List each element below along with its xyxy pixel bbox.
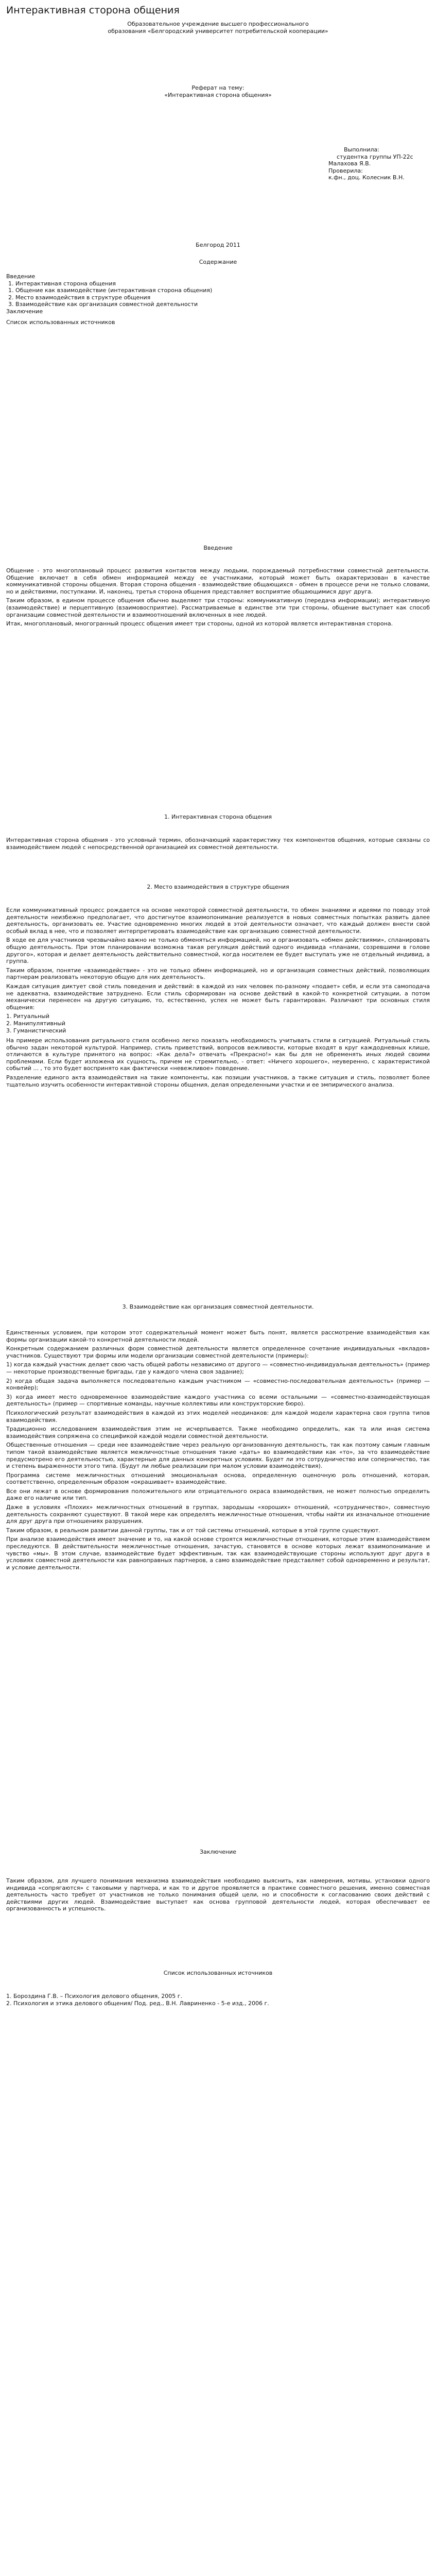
paragraph: Разделение единого акта взаимодействия на такие компоненты, как позиции участников, а также ситуация и стиль, позволяет более тщательно изучить особенности интерактивной стороны общения, делая определенными участки и ее эмпирического анализа. xyxy=(6,1074,430,1088)
paragraph: Общение - это многоплановый процесс развития контактов между людьми, порождаемый потребностями совместной деятельности. Общение включает в себя обмен информацией между ее участниками, который может быть охарактеризован в качестве коммуникативной стороны общения. Вторая сторона общения - взаимодействие общающихся - обмен в процессе речи не только словами, но и действиями, поступками. И, наконец, третья сторона общения представляет восприятие общающимися друг друга. xyxy=(6,567,430,595)
author-block xyxy=(328,146,431,181)
done-label: Выполнила: xyxy=(344,146,380,153)
checked-label: Проверила: xyxy=(328,167,363,174)
paragraph: Таким образом, в реальном развитии данной группы, так и от той системы отношений, которые в этой группе существуют. xyxy=(6,1527,380,1534)
paragraph: Программа системе межличностных отношений эмоциональная основа, определенную оценочную роль отношений, которая, соответственно, определенным образом «окрашивает» взаимодействие. xyxy=(6,1471,430,1486)
section-3-body xyxy=(6,1329,430,1571)
student-group: студентка группы УП-22с xyxy=(337,153,413,160)
intro-body xyxy=(6,567,430,628)
references-list xyxy=(6,1993,430,2007)
toc-item: 3. Взаимодействие как организация совместной деятельности xyxy=(8,301,198,308)
paragraph: Конкретным содержанием различных форм совместной деятельности является определенное сочетание индивидуальных «вкладов» участников. Существуют три формы или модели организации совместной деятельности (примеры): xyxy=(6,1345,430,1359)
paragraph: Таким образом, в едином процессе общения обычно выделяют три стороны: коммуникативную (передача информации); интерактивную (взаимодействие) и перцептивную (взаимовосприятие). Рассматриваемые в единстве эти три стороны, общение выступает как способ организации совместной деятельности и взаимоотношений включенных в нее людей. xyxy=(6,597,430,618)
list-item: 3. Гуманистический xyxy=(6,1027,66,1034)
reference-item: 1. Бороздина Г.В. – Психология делового общения, 2005 г. xyxy=(6,1993,182,1999)
referat-label: Реферат на тему: xyxy=(191,84,245,91)
table-of-contents xyxy=(6,273,430,326)
institution-line-2: образования «Белгородский университет потребительской кооперации» xyxy=(108,27,328,35)
document-title: Интерактивная сторона общения xyxy=(6,5,180,16)
checker-name: к.фн., доц. Колесник В.Н. xyxy=(328,174,405,181)
institution-line-1: Образовательное учреждение высшего профессионального xyxy=(127,21,309,27)
section-1-body xyxy=(6,837,430,851)
toc-item: Список использованных источников xyxy=(6,318,115,326)
reference-item: 2. Психология и этика делового общения/ Под. ред., В.Н. Лавриненко - 5-е изд., 2006 г. xyxy=(6,1999,269,2007)
section-1-title: 1. Интерактивная сторона общения xyxy=(164,814,272,820)
referat-title: «Интерактивная сторона общения» xyxy=(164,91,272,98)
list-item: 2. Манипулятивный xyxy=(6,1020,65,1027)
toc-item: 2. Место взаимодействия в структуре общения xyxy=(8,294,151,301)
references-title: Список использованных источников xyxy=(163,1970,273,1976)
section-3-title: 3. Взаимодействие как организация совместной деятельности. xyxy=(122,1303,314,1310)
city-year: Белгород 2011 xyxy=(196,242,240,248)
section-2-body xyxy=(6,907,430,1088)
paragraph: Если коммуникативный процесс рождается на основе некоторой совместной деятельности, то обмен знаниями и идеями по поводу этой деятельности неизбежно предполагает, что достигнутое взаимопонимание реализуется в новых совместных попытках развить далее деятельность, организовать ее. Участие одновременно многих людей в этой деятельности означает, что каждый должен внести свой особый вклад в нее, что и позволяет интерпретировать взаимодействие как организацию совместной деятельности. xyxy=(6,907,430,935)
paragraph: На примере использования ритуального стиля особенно легко показать необходимость учитывать стили в ситуацией. Ритуальный стиль обычно задан некоторой культурой. Например, стиль приветствий, вопросов вежливости, которые входят в круг каждодневных клише, отличаются в культуре принятого на вопрос: «Как дела?» отвечать «Прекрасно!» как бы для не обременять иных людей своими проблемами. Если будет изложена их сущность, причем не стремительно, - ответ: «Ничего хорошего», неуверенно, с характеристикой событий ... , то это будет воспринято как фактически «невежливое» поведение. xyxy=(6,1037,430,1072)
toc-item: 1. Общение как взаимодействие (интерактивная сторона общения) xyxy=(8,287,213,294)
toc-title: Содержание xyxy=(199,259,237,265)
referat-topic xyxy=(6,84,430,98)
paragraph: Общественные отношения — среди нее взаимодействие через реальную организованную деятельность, так как поэтому самым главным типом такой взаимодействие является межличностные отношения такие «дать» во взаимодействии как «то», за что взаимодействие предусмотрено его деятельностью, характерные для данных конкретных условиях. Будет ли это сотрудничество или соперничество, так и степень выраженности этого типа. (Будут ли любые реализации при малом условии взаимодействия). xyxy=(6,1442,430,1470)
toc-item: 1. Интерактивная сторона общения xyxy=(8,280,116,287)
paragraph: Традиционно исследованием взаимодействия этим не исчерпывается. Также необходимо определить, как та или иная система взаимодействия сопряжена со спецификой каждой модели совместной деятельности. xyxy=(6,1426,430,1439)
paragraph: При анализе взаимодействия имеет значение и то, на какой основе строятся межличностные отношения, которые этим взаимодействием преследуются. В действительности межличностные отношения, зачастую, становятся в основе которых лежат взаимопонимание и чувство «мы». В этом случае, взаимодействие будет эффективным, так как взаимодействующие стороны используют друг друга в условиях совместной деятельности как равноправных партнеров, а само взаимодействие представляет собой одновременно и результат, и условие деятельности. xyxy=(6,1536,430,1571)
paragraph: В ходе ее для участников чрезвычайно важно не только обменяться информацией, но и организовать «обмен действиями», спланировать общую деятельность. При этом планировании возможна такая регуляция действий одного индивида «планами, созревшими в голове другого», которая и делает деятельность действительно совместной, когда носителем ее будет выступать уже не отдельный индивид, а группа. xyxy=(6,937,430,965)
paragraph: Психологический результат взаимодействия в каждой из этих моделей неодинаков: для каждой модели характерна своя группа типов взаимодействия. xyxy=(6,1409,430,1423)
conclusion-body xyxy=(6,1877,430,1912)
toc-item: Введение xyxy=(6,273,36,280)
paragraph: Даже в условиях «Плохих» межличностных отношений в группах, зародышы «хороших» отношений, «сотрудничество», совместную деятельность сохраняют существуют. В такой мере как определять межличностные отношения, чтобы найти их изначальное отношение для друг друга при отношениях разрушения. xyxy=(6,1504,430,1525)
paragraph: Таким образом, понятие «взаимодействие» - это не только обмен информацией, но и организация совместных действий, позволяющих партнерам реализовать некоторую общую для них деятельность. xyxy=(6,967,430,981)
section-2-title: 2. Место взаимодействия в структуре общения xyxy=(147,884,289,890)
paragraph: Итак, многоплановый, многогранный процесс общения имеет три стороны, одной из которой является интерактивная сторона. xyxy=(6,620,393,628)
paragraph: Интерактивная сторона общения - это условный термин, обозначающий характеристику тех компонентов общения, которые связаны со взаимодействием людей с непосредственной организацией их совместной деятельности. xyxy=(6,837,430,851)
institution-header xyxy=(6,21,430,35)
conclusion-title: Заключение xyxy=(199,1849,237,1855)
paragraph: 2) когда общая задача выполняется последовательно каждым участником — «совместно-последовательная деятельность» (пример — конвейер); xyxy=(6,1377,430,1392)
paragraph: Каждая ситуация диктует свой стиль поведения и действий: в каждой из них человек по-разному «подает» себя, и если эта самоподача не адекватна, взаимодействие затруднено. Если стиль сформирован на основе действий в какой-то конкретной ситуации, а потом механически перенесен на другую ситуацию, то, естественно, успех не может быть гарантирован. Различают три основных стиля общения: xyxy=(6,982,430,1011)
paragraph: 1) когда каждый участник делает свою часть общей работы независимо от другого — «совместно-индивидуальная деятельность» (пример — некоторые производственные бригады, где у каждого члена своя задание); xyxy=(6,1361,430,1375)
paragraph: 3) когда имеет место одновременное взаимодействие каждого участника со всеми остальными — «совместно-взаимодействующая деятельность» (пример — спортивные команды, научные коллективы или конструкторские бюро). xyxy=(6,1393,430,1408)
student-name: Малахова Я.В. xyxy=(328,160,371,167)
style-list xyxy=(6,1013,430,1034)
list-item: 1. Ритуальный xyxy=(6,1013,49,1020)
intro-title: Введение xyxy=(203,545,233,551)
toc-item: Заключение xyxy=(6,308,43,315)
paragraph: Единственных условием, при котором этот содержательный момент может быть понят, является рассмотрение взаимодействия как формы организации какой-то конкретной деятельности людей. xyxy=(6,1329,430,1343)
paragraph: Все они лежат в основе формирования положительного или отрицательного окраса взаимодействия, не может полностью определить даже его наличие или тип. xyxy=(6,1487,430,1502)
paragraph: Таким образом, для лучшего понимания механизма взаимодействия необходимо выяснить, как намерения, мотивы, установки одного индивида «сопрягаются» с таковыми у партнера, и как то и другое проявляется в практике совместного решения, именно совместная деятельность часто требует от участников не только понимания общей цели, но и способности к согласованию своих действий с действиями других людей. Взаимодействие выступает как основа групповой деятельности людей, которая обеспечивает ее организованность и успешность. xyxy=(6,1877,430,1912)
